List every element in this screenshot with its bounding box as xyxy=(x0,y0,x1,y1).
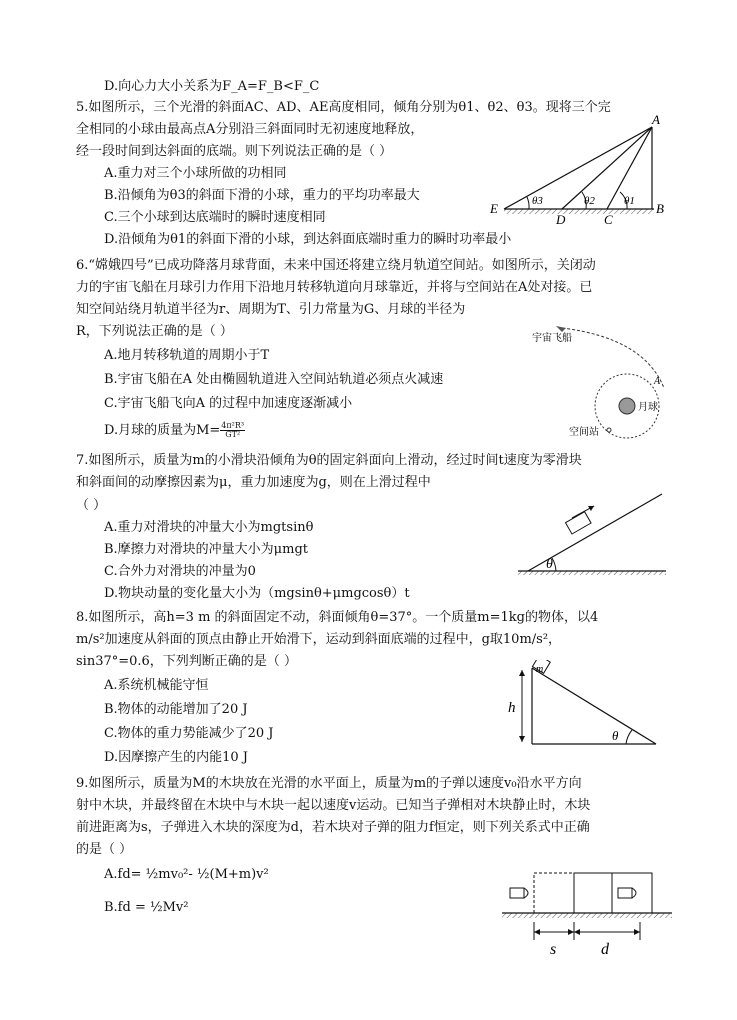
q9-label-s: s xyxy=(550,941,557,958)
q6-orbit-figure xyxy=(524,318,694,443)
q9-stem-line1: 9.如图所示，质量为M的木块放在光滑的水平面上，质量为m的子弹以速度v₀沿水平方向 xyxy=(76,776,582,791)
q5-label-theta1: θ1 xyxy=(624,195,635,207)
q8-option-c: C.物体的重力势能减少了20 J xyxy=(104,726,274,741)
q7-stem-line2: 和斜面间的动摩擦因素为μ，重力加速度为g，则在上滑过程中 xyxy=(76,475,431,490)
q6-option-d-text: D.月球的质量为M= xyxy=(104,423,221,438)
q9-bullet-block-figure xyxy=(500,868,680,960)
q6-stem-line2: 力的宇宙飞船在月球引力作用下沿地月转移轨道向月球靠近，并将与空间站在A处对接。已 xyxy=(76,280,593,295)
q7-option-c: C.合外力对滑块的冲量为0 xyxy=(104,564,256,579)
q6-label-ship: 宇宙飞船 xyxy=(532,333,572,344)
q7-option-d: D.物块动量的变化量大小为（mgsinθ+μmgcosθ）t xyxy=(104,586,410,601)
q6-stem-line3: 知空间站绕月轨道半径为r、周期为T、引力常量为G、月球的半径为 xyxy=(76,302,466,317)
q6-option-b: B.宇宙飞船在A 处由椭圆轨道进入空间站轨道必须点火减速 xyxy=(104,372,444,387)
q4-option-d: D.向心力大小关系为F_A=F_B<F_C xyxy=(104,79,320,94)
q6-stem-line1: 6.“嫦娥四号”已成功降落月球背面，未来中国还将建立绕月轨道空间站。如图所示，关闭动 xyxy=(76,258,596,273)
q5-label-theta2: θ2 xyxy=(584,195,595,207)
q8-option-a: A.系统机械能守恒 xyxy=(104,678,209,693)
q5-label-b: B xyxy=(656,201,664,216)
q5-label-e: E xyxy=(490,201,498,216)
q9-stem-line4: 的是（ ） xyxy=(76,842,133,857)
q8-ramp-figure xyxy=(500,660,665,750)
q6-label-moon: 月球 xyxy=(638,402,658,413)
q8-label-theta: θ xyxy=(612,728,619,743)
q8-label-m: m xyxy=(536,664,544,675)
q5-option-b: B.沿倾角为θ3的斜面下滑的小球，重力的平均功率最大 xyxy=(104,188,420,203)
q7-slope-figure xyxy=(514,488,669,578)
q6-option-c: C.宇宙飞船飞向A 的过程中加速度逐渐减小 xyxy=(104,396,353,411)
q6-mass-fraction xyxy=(220,422,245,439)
q7-option-b: B.摩擦力对滑块的冲量大小为μmgt xyxy=(104,542,309,557)
q9-label-d: d xyxy=(601,941,609,958)
q5-stem-line1: 5.如图所示，三个光滑的斜面AC、AD、AE高度相同，倾角分别为θ1、θ2、θ3。现将三个完 xyxy=(76,100,611,115)
q8-label-h: h xyxy=(508,700,516,716)
q9-stem-line3: 前进距离为s，子弹进入木块的深度为d，若木块对子弹的阻力f恒定，则下列关系式中正确 xyxy=(76,820,590,835)
q6-option-d xyxy=(104,422,245,440)
q5-label-a: A xyxy=(652,112,660,127)
q5-stem-line3: 经一段时间到达斜面的底端。则下列说法正确的是（ ） xyxy=(76,144,393,159)
q9-option-b: B.fd = ½Mv² xyxy=(104,900,189,915)
q6-fraction-num: 4π²R³ xyxy=(221,421,245,430)
q8-stem-line1: 8.如图所示，高h=3 m 的斜面固定不动，斜面倾角θ=37°。一个质量m=1kg的物体，以4 xyxy=(76,610,599,625)
q7-option-a: A.重力对滑块的冲量大小为mgtsinθ xyxy=(104,520,314,535)
q5-option-c: C.三个小球到达底端时的瞬时速度相同 xyxy=(104,210,326,225)
q5-option-d: D.沿倾角为θ1的斜面下滑的小球，到达斜面底端时重力的瞬时功率最小 xyxy=(104,232,512,247)
q8-option-d: D.因摩擦产生的内能10 J xyxy=(104,750,248,765)
q5-incline-figure xyxy=(484,112,674,224)
q6-stem-line4: R，下列说法正确的是（ ） xyxy=(76,324,233,339)
q7-stem-line1: 7.如图所示，质量为m的小滑块沿倾角为θ的固定斜面向上滑动，经过时间t速度为零滑块 xyxy=(76,453,582,468)
q5-option-a: A.重力对三个小球所做的功相同 xyxy=(104,166,287,181)
q5-label-c: C xyxy=(604,212,613,224)
q6-option-a: A.地月转移轨道的周期小于T xyxy=(104,348,270,363)
q9-stem-line2: 射中木块，并最终留在木块中与木块一起以速度v运动。已知当子弹相对木块静止时，木块 xyxy=(76,798,591,813)
q8-option-b: B.物体的动能增加了20 J xyxy=(104,702,248,717)
q7-label-theta: θ xyxy=(546,557,553,572)
q6-label-a: A xyxy=(654,376,661,387)
q8-stem-line3: sin37°=0.6，下列判断正确的是（ ） xyxy=(76,654,297,669)
q6-label-station: 空间站 xyxy=(569,427,599,438)
q5-stem-line2: 全相同的小球由最高点A分别沿三斜面同时无初速度地释放， xyxy=(76,122,424,137)
q5-label-theta3: θ3 xyxy=(532,195,543,207)
q6-fraction-den: GT² xyxy=(225,430,241,439)
q5-label-d: D xyxy=(556,212,566,224)
q7-stem-line3: （ ） xyxy=(76,498,107,513)
q9-option-a: A.fd= ½mv₀²- ½(M+m)v² xyxy=(104,867,269,882)
q8-stem-line2: m/s²加速度从斜面的顶点由静止开始滑下，运动到斜面底端的过程中，g取10m/s²， xyxy=(76,632,562,647)
